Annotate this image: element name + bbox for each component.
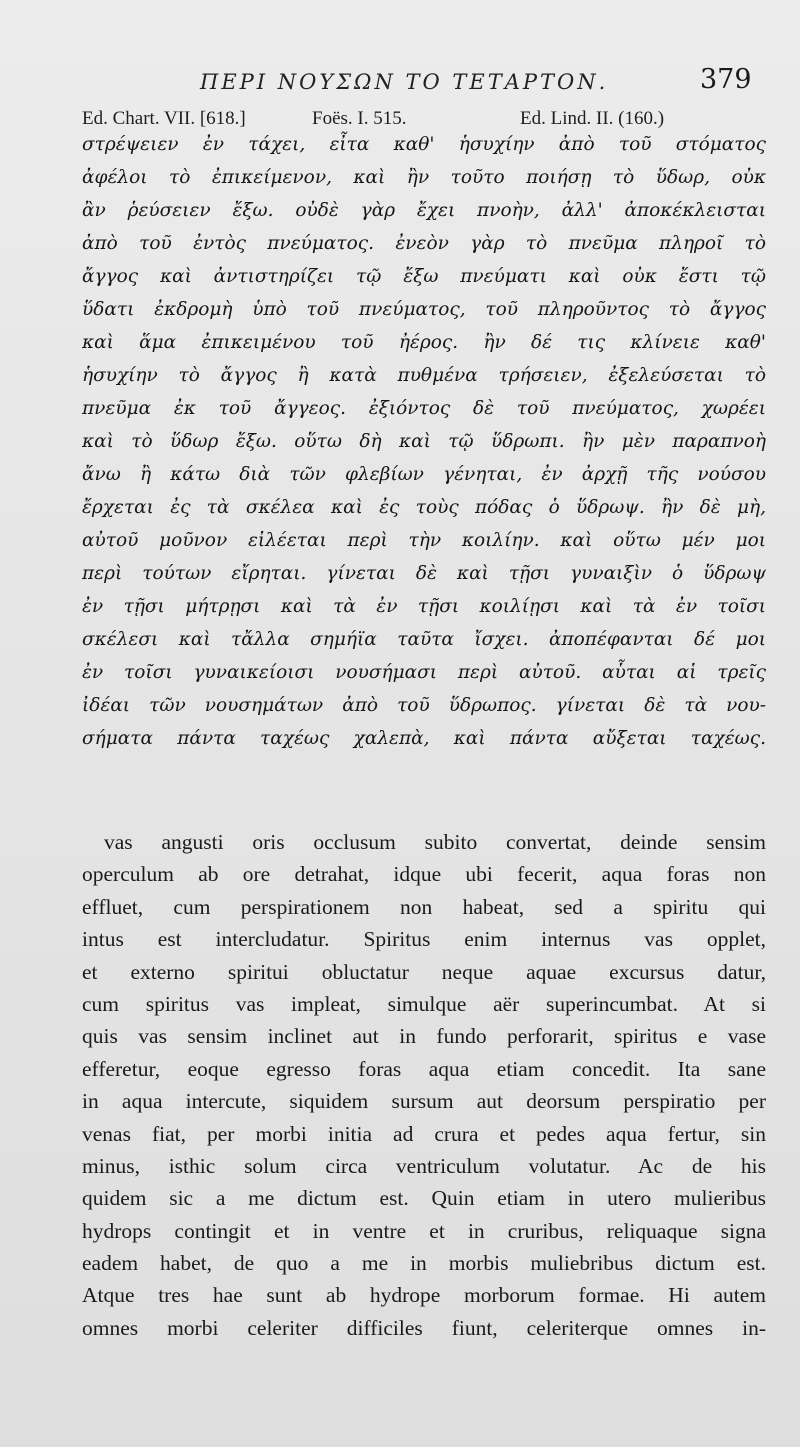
latin-line: minus, isthic solum circa ventriculum volutatur. Ac de his bbox=[82, 1153, 766, 1178]
latin-line: quis vas sensim inclinet aut in fundo perforarit, spiritus e vase bbox=[82, 1024, 766, 1049]
latin-line: operculum ab ore detrahat, idque ubi fecerit, aqua foras non bbox=[82, 862, 766, 887]
linden-reference: Ed. Lind. II. (160.) bbox=[520, 108, 665, 129]
greek-line: ἡσυχίην τὸ ἄγγος ἢ κατὰ πυθμένα τρήσειεν, ἐξελεύσεται τὸ bbox=[82, 365, 766, 386]
chartier-reference: Ed. Chart. VII. [618.] bbox=[82, 108, 246, 129]
page-number: 379 bbox=[700, 64, 752, 95]
latin-line: cum spiritus vas impleat, simulque aër superincumbat. At si bbox=[82, 991, 766, 1016]
latin-line: venas fiat, per morbi initia ad crura et pedes aqua fertur, sin bbox=[82, 1121, 766, 1146]
running-head bbox=[0, 64, 800, 104]
greek-line: περὶ τούτων εἴρηται. γίνεται δὲ καὶ τῇσι γυναιξὶν ὁ ὕδρωψ bbox=[82, 563, 766, 584]
latin-line: hydrops contingit et in ventre et in cruribus, reliquaque signa bbox=[82, 1218, 766, 1243]
latin-line: omnes morbi celeriter difficiles fiunt, celeriterque omnes in- bbox=[82, 1315, 766, 1340]
latin-line: in aqua intercute, siquidem sursum aut deorsum perspiratio per bbox=[82, 1089, 766, 1114]
greek-line: καὶ τὸ ὕδωρ ἔξω. οὕτω δὴ καὶ τῷ ὕδρωπι. ἢν μὲν παραπνοὴ bbox=[82, 431, 766, 452]
greek-line: ἔρχεται ἐς τὰ σκέλεα καὶ ἐς τοὺς πόδας ὁ ὕδρωψ. ἢν δὲ μὴ, bbox=[82, 497, 766, 518]
greek-line: σκέλεσι καὶ τἄλλα σημήϊα ταῦτα ἴσχει. ἀποπέφανται δέ μοι bbox=[82, 629, 766, 650]
latin-line: intus est intercludatur. Spiritus enim internus vas opplet, bbox=[82, 927, 766, 952]
greek-line: ἀφέλοι τὸ ἐπικείμενον, καὶ ἢν τοῦτο ποιήσῃ τὸ ὕδωρ, οὐκ bbox=[82, 167, 766, 188]
latin-line: Atque tres hae sunt ab hydrope morborum formae. Hi autem bbox=[82, 1283, 766, 1308]
latin-line: efferetur, eoque egresso foras aqua etiam concedit. Ita sane bbox=[82, 1056, 766, 1081]
latin-line: et externo spiritui obluctatur neque aquae excursus datur, bbox=[82, 959, 766, 984]
greek-line: ἰδέαι τῶν νουσημάτων ἀπὸ τοῦ ὕδρωπος. γίνεται δὲ τὰ νου- bbox=[82, 695, 766, 716]
latin-line: eadem habet, de quo a me in morbis muliebribus dictum est. bbox=[82, 1251, 766, 1276]
latin-line: vas angusti oris occlusum subito convertat, deinde sensim bbox=[104, 830, 766, 854]
running-head-title: ΠΕΡΙ ΝΟΥΣΩΝ ΤΟ ΤΕΤΑΡΤΟΝ. bbox=[200, 70, 609, 94]
greek-line: καὶ ἅμα ἐπικειμένου τοῦ ἠέρος. ἢν δέ τις κλίνειε καθ' bbox=[82, 332, 766, 353]
latin-line: effluet, cum perspirationem non habeat, sed a spiritu qui bbox=[82, 894, 766, 919]
greek-line: αὐτοῦ μοῦνον εἰλέεται περὶ τὴν κοιλίην. καὶ οὕτω μέν μοι bbox=[82, 530, 766, 551]
latin-text-block bbox=[82, 826, 766, 1344]
greek-line: ἀπὸ τοῦ ἐντὸς πνεύματος. ἐνεὸν γὰρ τὸ πνεῦμα πληροῖ τὸ bbox=[82, 233, 766, 254]
foes-reference: Foës. I. 515. bbox=[312, 108, 407, 129]
greek-line: ἐν τοῖσι γυναικείοισι νουσήμασι περὶ αὐτοῦ. αὗται αἱ τρεῖς bbox=[82, 662, 766, 683]
latin-line: quidem sic a me dictum est. Quin etiam in utero mulieribus bbox=[82, 1186, 766, 1211]
greek-line: στρέψειεν ἐν τάχει, εἶτα καθ' ἡσυχίην ἀπὸ τοῦ στόματος bbox=[82, 134, 766, 155]
greek-text-block bbox=[82, 128, 766, 755]
greek-line: ἄνω ἢ κάτω διὰ τῶν φλεβίων γένηται, ἐν ἀρχῇ τῆς νούσου bbox=[82, 464, 766, 485]
greek-line: ἄγγος καὶ ἀντιστηρίζει τῷ ἔξω πνεύματι καὶ οὐκ ἔστι τῷ bbox=[82, 266, 766, 287]
greek-line: ἐν τῇσι μήτρῃσι καὶ τὰ ἐν τῇσι κοιλίῃσι καὶ τὰ ἐν τοῖσι bbox=[82, 596, 766, 617]
greek-line: πνεῦμα ἐκ τοῦ ἄγγεος. ἐξιόντος δὲ τοῦ πνεύματος, χωρέει bbox=[82, 398, 766, 419]
greek-line: ἂν ῥεύσειεν ἔξω. οὐδὲ γὰρ ἔχει πνοὴν, ἀλλ' ἀποκέκλεισται bbox=[82, 200, 766, 221]
greek-line: σήματα πάντα ταχέως χαλεπὰ, καὶ πάντα αὔξεται ταχέως. bbox=[82, 728, 766, 749]
greek-line: ὕδατι ἐκδρομὴ ὑπὸ τοῦ πνεύματος, τοῦ πληροῦντος τὸ ἄγγος bbox=[82, 299, 766, 320]
